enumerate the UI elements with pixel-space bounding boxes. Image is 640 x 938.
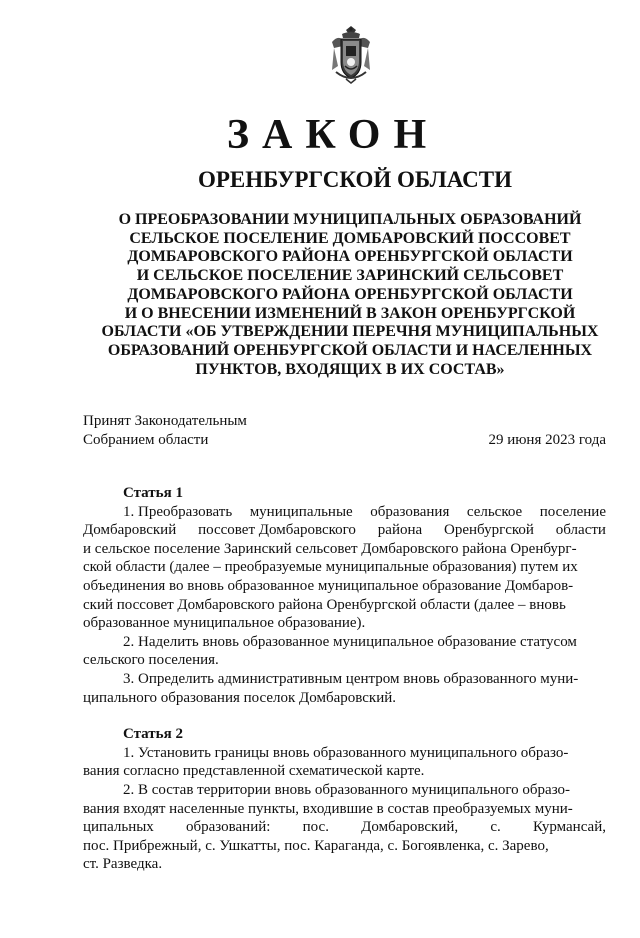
article-1-line	[83, 521, 606, 540]
article-2-line: вания входят населенные пункты, входившие в состав преобразуемых муни-	[83, 800, 573, 817]
article-2-line: пос. Прибрежный, с. Ушкатты, пос. Караганда, с. Богоявленка, с. Зарево,	[83, 837, 549, 854]
adoption-note	[83, 412, 247, 450]
article-1-paragraph-3: 3. Определить административным центром вновь образованного муни-	[123, 670, 579, 687]
heading-line: ДОМБАРОВСКОГО РАЙОНА ОРЕНБУРГСКОЙ ОБЛАСТИ	[127, 285, 573, 303]
word: 1. Преобразовать	[123, 503, 233, 520]
word: ципальных	[83, 819, 154, 836]
coat-of-arms-emblem	[328, 26, 374, 84]
article-1-line: объединения во вновь образованное муниципальное образование Домбаров-	[83, 577, 574, 594]
word: сельское	[466, 503, 523, 520]
article-2-line: вания согласно представленной схематической карте.	[83, 763, 425, 780]
word: с.	[490, 819, 501, 836]
word: области	[555, 522, 606, 539]
word: поселение	[539, 503, 606, 520]
word: пос.	[302, 819, 329, 836]
heading-line: ПУНКТОВ, ВХОДЯЩИХ В ИХ СОСТАВ»	[195, 360, 505, 378]
adoption-line-1: Принят Законодательным	[83, 413, 247, 429]
adoption-date: 29 июня 2023 года	[488, 432, 606, 448]
word: Курмансай,	[532, 819, 606, 836]
heading-line: И О ВНЕСЕНИИ ИЗМЕНЕНИЙ В ЗАКОН ОРЕНБУРГСКОЙ	[124, 304, 576, 322]
article-1-line: сельского поселения.	[83, 652, 219, 669]
word: поссовет Домбаровского	[198, 522, 356, 539]
heading-line: ОБРАЗОВАНИЙ ОРЕНБУРГСКОЙ ОБЛАСТИ И НАСЕЛЕННЫХ	[107, 341, 593, 359]
article-1-paragraph-1	[83, 503, 606, 522]
word: муниципальные	[249, 503, 353, 520]
article-2-line	[83, 818, 606, 837]
word: района	[377, 522, 423, 539]
heading-line: О ПРЕОБРАЗОВАНИИ МУНИЦИПАЛЬНЫХ ОБРАЗОВАНИЙ	[118, 211, 582, 228]
word: Домбаровский	[83, 522, 177, 539]
article-1-line: ципального образования поселок Домбаровский.	[83, 689, 397, 706]
law-heading	[60, 211, 640, 379]
article-2-line: ст. Разведка.	[83, 856, 163, 873]
article-1-title: Статья 1	[123, 485, 183, 501]
word: образования	[370, 503, 450, 520]
document-title: ЗАКОН	[226, 112, 440, 158]
article-1-line: ской области (далее – преобразуемые муниципальные образования) путем их	[83, 559, 578, 576]
adoption-line-2: Собранием области	[83, 432, 209, 448]
heading-line: ДОМБАРОВСКОГО РАЙОНА ОРЕНБУРГСКОЙ ОБЛАСТИ	[127, 248, 573, 266]
article-2-paragraph-1: 1. Установить границы вновь образованного муниципального образо-	[123, 744, 569, 761]
document-subtitle: ОРЕНБУРГСКОЙ ОБЛАСТИ	[197, 167, 513, 192]
article-1-line: образованное муниципальное образование).	[83, 615, 366, 632]
law-body	[83, 484, 606, 874]
article-1-line: и сельское поселение Заринский сельсовет Домбаровского района Оренбург-	[83, 540, 577, 557]
article-1-line: ский поссовет Домбаровского района Оренбургской области (далее – вновь	[83, 596, 566, 613]
word: Домбаровский,	[361, 819, 459, 836]
article-2-paragraph-2: 2. В состав территории вновь образованного муниципального образо-	[123, 781, 571, 798]
heading-line: СЕЛЬСКОЕ ПОСЕЛЕНИЕ ДОМБАРОВСКИЙ ПОССОВЕТ	[129, 229, 571, 247]
word: образований:	[186, 819, 271, 836]
word: Оренбургской	[444, 522, 534, 539]
heading-line: ОБЛАСТИ «ОБ УТВЕРЖДЕНИИ ПЕРЕЧНЯ МУНИЦИПАЛЬНЫХ	[101, 323, 599, 341]
heading-line: И СЕЛЬСКОЕ ПОСЕЛЕНИЕ ЗАРИНСКИЙ СЕЛЬСОВЕТ	[136, 267, 564, 285]
article-2-title: Статья 2	[123, 726, 183, 743]
article-1-paragraph-2: 2. Наделить вновь образованное муниципальное образование статусом	[123, 633, 577, 650]
